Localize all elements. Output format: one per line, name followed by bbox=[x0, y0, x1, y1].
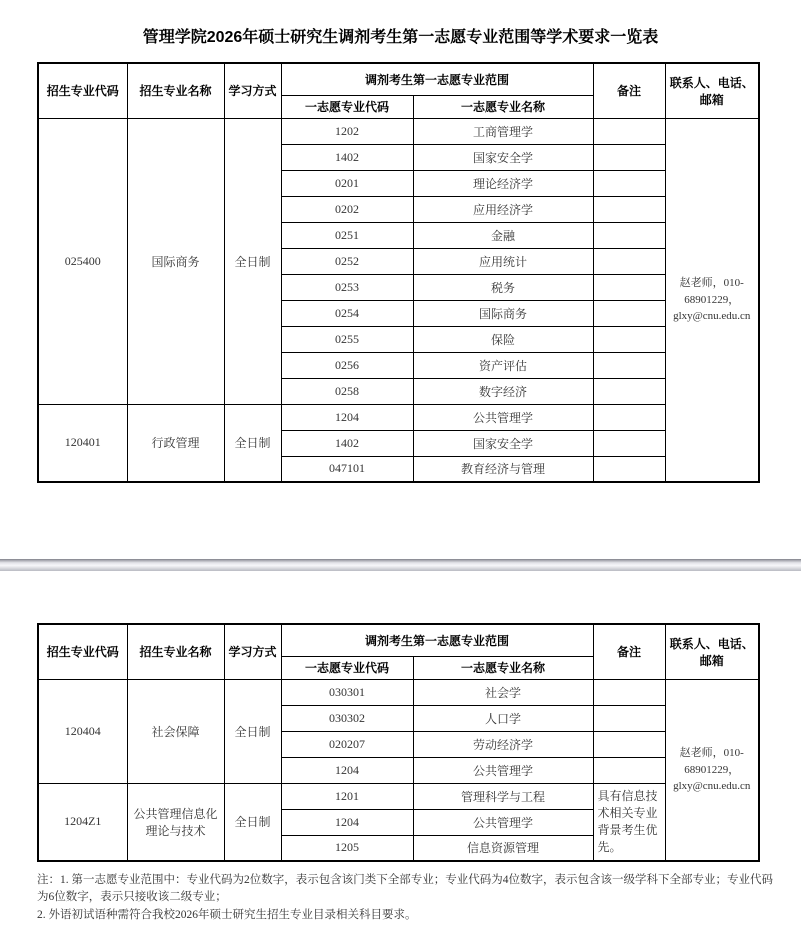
table-2-body bbox=[38, 679, 759, 861]
cell-first-choice-name: 国家安全学 bbox=[413, 430, 593, 456]
header-first-choice-code: 一志愿专业代码 bbox=[281, 656, 413, 679]
cell-first-choice-name: 国际商务 bbox=[413, 300, 593, 326]
cell-program-code: 120401 bbox=[38, 404, 127, 482]
cell-first-choice-code: 0254 bbox=[281, 300, 413, 326]
header-first-choice-range: 调剂考生第一志愿专业范围 bbox=[281, 63, 593, 95]
header-first-choice-name: 一志愿专业名称 bbox=[413, 656, 593, 679]
cell-first-choice-name: 应用经济学 bbox=[413, 196, 593, 222]
cell-remark bbox=[593, 430, 665, 456]
adjustment-table-1 bbox=[37, 62, 760, 483]
table-1-header bbox=[38, 63, 759, 118]
cell-remark bbox=[593, 731, 665, 757]
table-row bbox=[38, 404, 759, 430]
cell-remark bbox=[593, 144, 665, 170]
cell-first-choice-code: 1204 bbox=[281, 757, 413, 783]
cell-remark bbox=[593, 248, 665, 274]
cell-first-choice-code: 0253 bbox=[281, 274, 413, 300]
cell-first-choice-name: 数字经济 bbox=[413, 378, 593, 404]
cell-program-name: 社会保障 bbox=[127, 679, 224, 783]
cell-study-mode: 全日制 bbox=[224, 404, 281, 482]
cell-first-choice-name: 人口学 bbox=[413, 705, 593, 731]
header-first-choice-name: 一志愿专业名称 bbox=[413, 95, 593, 118]
cell-first-choice-code: 0258 bbox=[281, 378, 413, 404]
cell-first-choice-code: 1204 bbox=[281, 404, 413, 430]
table-1-body bbox=[38, 118, 759, 482]
cell-remark bbox=[593, 679, 665, 705]
cell-first-choice-code: 020207 bbox=[281, 731, 413, 757]
cell-remark bbox=[593, 170, 665, 196]
cell-study-mode: 全日制 bbox=[224, 679, 281, 783]
cell-study-mode: 全日制 bbox=[224, 118, 281, 404]
cell-program-code: 120404 bbox=[38, 679, 127, 783]
table-row bbox=[38, 783, 759, 809]
cell-remark bbox=[593, 118, 665, 144]
footnote-2: 2. 外语初试语种需符合我校2026年硕士研究生招生专业目录相关科目要求。 bbox=[37, 908, 417, 921]
cell-first-choice-name: 资产评估 bbox=[413, 352, 593, 378]
cell-first-choice-name: 国家安全学 bbox=[413, 144, 593, 170]
cell-first-choice-name: 公共管理学 bbox=[413, 404, 593, 430]
header-first-choice-range: 调剂考生第一志愿专业范围 bbox=[281, 624, 593, 656]
header-program-code: 招生专业代码 bbox=[38, 624, 127, 679]
cell-first-choice-name: 社会学 bbox=[413, 679, 593, 705]
header-program-name: 招生专业名称 bbox=[127, 63, 224, 118]
cell-first-choice-name: 理论经济学 bbox=[413, 170, 593, 196]
cell-program-code: 025400 bbox=[38, 118, 127, 404]
cell-contact: 赵老师，010-68901229，glxy@cnu.edu.cn bbox=[665, 118, 759, 482]
document-title: 管理学院2026年硕士研究生调剂考生第一志愿专业范围等学术要求一览表 bbox=[142, 29, 659, 46]
cell-first-choice-code: 0202 bbox=[281, 196, 413, 222]
cell-first-choice-name: 劳动经济学 bbox=[413, 731, 593, 757]
cell-first-choice-name: 保险 bbox=[413, 326, 593, 352]
header-study-mode: 学习方式 bbox=[224, 63, 281, 118]
header-contact: 联系人、电话、邮箱 bbox=[665, 63, 759, 118]
cell-first-choice-code: 030301 bbox=[281, 679, 413, 705]
cell-remark bbox=[593, 274, 665, 300]
cell-first-choice-name: 信息资源管理 bbox=[413, 835, 593, 861]
cell-remark bbox=[593, 222, 665, 248]
cell-first-choice-code: 0251 bbox=[281, 222, 413, 248]
cell-program-name: 行政管理 bbox=[127, 404, 224, 482]
cell-first-choice-code: 047101 bbox=[281, 456, 413, 482]
cell-remark bbox=[593, 378, 665, 404]
cell-first-choice-name: 工商管理学 bbox=[413, 118, 593, 144]
cell-first-choice-name: 应用统计 bbox=[413, 248, 593, 274]
cell-first-choice-code: 1202 bbox=[281, 118, 413, 144]
header-study-mode: 学习方式 bbox=[224, 624, 281, 679]
cell-first-choice-code: 1402 bbox=[281, 144, 413, 170]
cell-remark bbox=[593, 456, 665, 482]
cell-remark bbox=[593, 757, 665, 783]
table-row bbox=[38, 679, 759, 705]
cell-remark bbox=[593, 352, 665, 378]
cell-remark: 具有信息技术相关专业背景考生优先。 bbox=[593, 783, 665, 861]
cell-remark bbox=[593, 404, 665, 430]
cell-program-code: 1204Z1 bbox=[38, 783, 127, 861]
table-row bbox=[38, 118, 759, 144]
cell-contact: 赵老师，010-68901229，glxy@cnu.edu.cn bbox=[665, 679, 759, 861]
footnote-1: 注：1. 第一志愿专业范围中：专业代码为2位数字，表示包含该门类下全部专业；专业代码为4位数字，表示包含该一级学科下全部专业；专业代码为6位数字，表示只接收该二级专业； bbox=[37, 874, 773, 904]
cell-first-choice-code: 1204 bbox=[281, 809, 413, 835]
cell-first-choice-code: 1205 bbox=[281, 835, 413, 861]
cell-first-choice-code: 1201 bbox=[281, 783, 413, 809]
header-first-choice-code: 一志愿专业代码 bbox=[281, 95, 413, 118]
cell-first-choice-code: 0201 bbox=[281, 170, 413, 196]
footnotes bbox=[37, 872, 773, 924]
table-2-header bbox=[38, 624, 759, 679]
cell-first-choice-name: 管理科学与工程 bbox=[413, 783, 593, 809]
cell-remark bbox=[593, 196, 665, 222]
cell-program-name: 国际商务 bbox=[127, 118, 224, 404]
adjustment-table-2 bbox=[37, 623, 760, 862]
cell-remark bbox=[593, 705, 665, 731]
cell-first-choice-code: 1402 bbox=[281, 430, 413, 456]
header-program-name: 招生专业名称 bbox=[127, 624, 224, 679]
cell-program-name: 公共管理信息化理论与技术 bbox=[127, 783, 224, 861]
page-separator bbox=[0, 559, 801, 571]
cell-remark bbox=[593, 300, 665, 326]
cell-first-choice-name: 金融 bbox=[413, 222, 593, 248]
cell-first-choice-code: 030302 bbox=[281, 705, 413, 731]
cell-first-choice-code: 0256 bbox=[281, 352, 413, 378]
cell-first-choice-name: 公共管理学 bbox=[413, 809, 593, 835]
cell-first-choice-name: 公共管理学 bbox=[413, 757, 593, 783]
cell-first-choice-name: 教育经济与管理 bbox=[413, 456, 593, 482]
header-remark: 备注 bbox=[593, 624, 665, 679]
cell-first-choice-code: 0255 bbox=[281, 326, 413, 352]
cell-remark bbox=[593, 326, 665, 352]
header-remark: 备注 bbox=[593, 63, 665, 118]
cell-study-mode: 全日制 bbox=[224, 783, 281, 861]
cell-first-choice-name: 税务 bbox=[413, 274, 593, 300]
header-program-code: 招生专业代码 bbox=[38, 63, 127, 118]
cell-first-choice-code: 0252 bbox=[281, 248, 413, 274]
header-contact: 联系人、电话、邮箱 bbox=[665, 624, 759, 679]
